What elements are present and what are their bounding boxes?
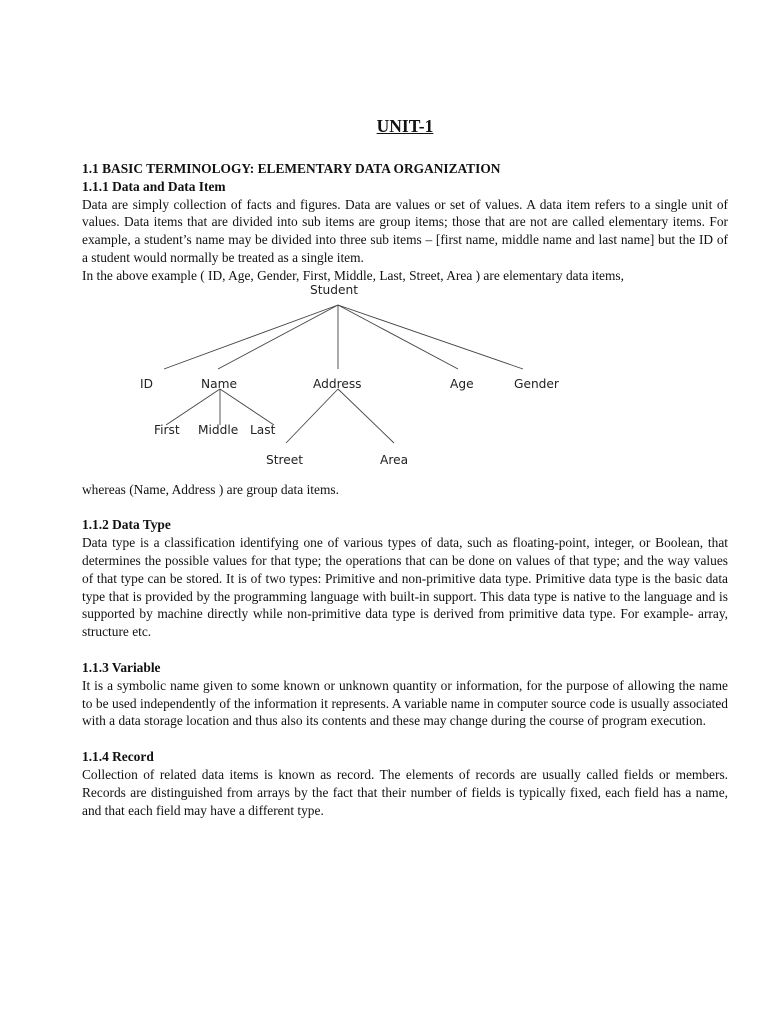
edge-student-id bbox=[164, 305, 338, 369]
student-tree-diagram bbox=[82, 282, 728, 481]
edge-name-first bbox=[166, 389, 220, 425]
paragraph-data-type: Data type is a classification identifying one of various types of data, such as floating-point, integer, or Boolean, that determines the possible values for that type; the operations that can be done on values of that type; and the way values of that type can be stored. It is of two types: Primitive and non-primitive data type. Primitive data type is the basic data type that is provided by the programming language with built-in support. This data type is native to the language and is supported by machine directly while non-primitive data type is derived from primitive data type. For example- array, structure etc. bbox=[82, 535, 728, 640]
node-last: Last bbox=[250, 422, 276, 437]
node-student: Student bbox=[310, 282, 358, 297]
document-page bbox=[82, 108, 728, 819]
node-gender: Gender bbox=[514, 376, 559, 391]
unit-title: UNIT-1 bbox=[376, 116, 434, 136]
node-id: ID bbox=[140, 376, 153, 391]
node-name: Name bbox=[201, 376, 237, 391]
edge-student-age bbox=[338, 305, 458, 369]
node-middle: Middle bbox=[198, 422, 239, 437]
heading-data-and-data-item: 1.1.1 Data and Data Item bbox=[82, 178, 226, 194]
edge-student-gender bbox=[338, 305, 523, 369]
node-address: Address bbox=[313, 376, 362, 391]
tree-edges bbox=[82, 282, 728, 481]
node-age: Age bbox=[450, 376, 474, 391]
heading-variable: 1.1.3 Variable bbox=[82, 659, 161, 675]
paragraph-elementary-items: In the above example ( ID, Age, Gender, First, Middle, Last, Street, Area ) are elementary data items, bbox=[82, 267, 624, 283]
paragraph-data-definition: Data are simply collection of facts and figures. Data are values or set of values. A data item refers to a single unit of values. Data items that are divided into sub items are group items; those that are not are called elementary items. For example, a student’s name may be divided into three sub items – [first name, middle name and last name] but the ID of a student would normally be treated as a single item. bbox=[82, 196, 728, 265]
edge-address-street bbox=[286, 389, 338, 443]
heading-record: 1.1.4 Record bbox=[82, 749, 154, 765]
edge-address-area bbox=[338, 389, 394, 443]
section-heading: 1.1 BASIC TERMINOLOGY: ELEMENTARY DATA ORGANIZATION bbox=[82, 161, 501, 176]
paragraph-variable: It is a symbolic name given to some known or unknown quantity or information, for the purpose of allowing the name to be used independently of the information it represents. A variable name in computer source code is usually associated with a data storage location and thus also its contents and these may change during the course of program execution. bbox=[82, 677, 728, 729]
edge-student-name bbox=[218, 305, 338, 369]
heading-data-type: 1.1.2 Data Type bbox=[82, 517, 171, 533]
node-street: Street bbox=[266, 452, 304, 467]
node-first: First bbox=[154, 422, 180, 437]
paragraph-record: Collection of related data items is known as record. The elements of records are usually called fields or members. Records are distinguished from arrays by the fact that their number of fields is typically fixed, each field has a name, and that each field may have a different type. bbox=[82, 766, 728, 818]
paragraph-group-items: whereas (Name, Address ) are group data items. bbox=[82, 481, 339, 497]
node-area: Area bbox=[380, 452, 409, 467]
edge-name-last bbox=[220, 389, 274, 425]
